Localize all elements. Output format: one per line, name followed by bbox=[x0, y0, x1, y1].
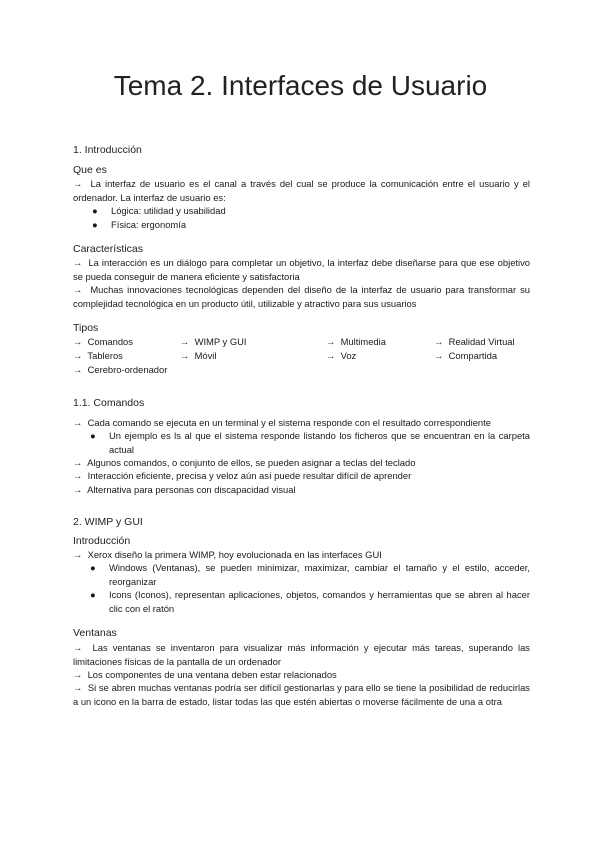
comandos-item-3: → Interacción eficiente, precisa y veloz aún así puede resultar difícil de aprender bbox=[73, 470, 412, 481]
arrow-icon: → bbox=[326, 336, 336, 347]
arrow-icon: → bbox=[73, 350, 83, 361]
arrow-icon: → bbox=[73, 178, 83, 189]
comandos-item-1: → Cada comando se ejecuta en un terminal y el sistema responde con el resultado correspondiente bbox=[73, 417, 491, 428]
arrow-icon: → bbox=[326, 350, 336, 361]
subheading-introduccion: Introducción bbox=[73, 535, 131, 547]
comandos-item-4: → Alternativa para personas con discapacidad visual bbox=[73, 484, 296, 495]
bullet-icon: ● bbox=[92, 205, 98, 216]
section-heading-introduccion: 1. Introducción bbox=[73, 144, 142, 156]
paragraph-caracteristicas-1: → La interacción es un diálogo para completar un objetivo, la interfaz debe diseñarse para que ese objetivo se pueda conseguir de manera eficiente y satisfactoria bbox=[73, 257, 530, 282]
arrow-icon: → bbox=[73, 336, 83, 347]
subheading-que-es: Que es bbox=[73, 164, 107, 176]
wimp-intro-item: → Xerox diseño la primera WIMP, hoy evolucionada en las interfaces GUI bbox=[73, 549, 382, 560]
tipo-compartida: → Compartida bbox=[434, 350, 498, 361]
paragraph-caracteristicas-2: → Muchas innovaciones tecnológicas dependen del diseño de la interfaz de usuario para transformar su complejidad tecnológica en un producto útil, utilizable y atractivo para sus usuarios bbox=[73, 284, 530, 309]
arrow-icon: → bbox=[73, 484, 83, 495]
arrow-icon: → bbox=[73, 417, 83, 428]
tipo-multimedia: → Multimedia bbox=[326, 336, 386, 347]
document-title: Tema 2. Interfaces de Usuario bbox=[113, 70, 488, 101]
subheading-caracteristicas: Características bbox=[73, 243, 144, 255]
arrow-icon: → bbox=[73, 470, 83, 481]
arrow-icon: → bbox=[73, 682, 83, 693]
arrow-icon: → bbox=[180, 336, 190, 347]
arrow-icon: → bbox=[73, 257, 83, 268]
bullet-icon: ● bbox=[90, 562, 96, 573]
tipo-cerebro-ordenador: → Cerebro-ordenador bbox=[73, 364, 168, 375]
ventanas-item-3: → Si se abren muchas ventanas podría ser difícil gestionarlas y para ello se tiene la posibilidad de reducirlas a un icono en la barra de estado, listar todas las que estén abiertas o moverse fácilmente de una a otra bbox=[73, 682, 530, 707]
arrow-icon: → bbox=[434, 350, 444, 361]
tipo-movil: → Móvil bbox=[180, 350, 217, 361]
bullet-windows: ● Windows (Ventanas), se pueden minimizar, maximizar, cambiar el tamaño y el estilo, acceder, reorganizar bbox=[90, 562, 530, 587]
comandos-item-2: → Algunos comandos, o conjunto de ellos, se pueden asignar a teclas del teclado bbox=[73, 457, 416, 468]
subheading-ventanas: Ventanas bbox=[73, 627, 117, 639]
arrow-icon: → bbox=[73, 284, 83, 295]
tipo-realidad-virtual: → Realidad Virtual bbox=[434, 336, 515, 347]
ventanas-item-2: → Los componentes de una ventana deben estar relacionados bbox=[73, 669, 337, 680]
bullet-logica: ● Lógica: utilidad y usabilidad bbox=[92, 205, 226, 216]
bullet-fisica: ● Física: ergonomía bbox=[92, 219, 187, 230]
bullet-icon: ● bbox=[90, 589, 96, 600]
bullet-icons: ● Icons (Iconos), representan aplicaciones, objetos, comandos y herramientas que se abren al hacer clic con el ratón bbox=[90, 589, 530, 614]
section-heading-wimp: 2. WIMP y GUI bbox=[73, 516, 143, 528]
arrow-icon: → bbox=[180, 350, 190, 361]
tipo-comandos: → Comandos bbox=[73, 336, 133, 347]
bullet-ejemplo-ls: ● Un ejemplo es ls al que el sistema responde listando los ficheros que se encuentran en la carpeta actual bbox=[90, 430, 530, 455]
arrow-icon: → bbox=[73, 642, 83, 653]
arrow-icon: → bbox=[73, 364, 83, 375]
tipo-tableros: → Tableros bbox=[73, 350, 123, 361]
arrow-icon: → bbox=[73, 549, 83, 560]
ventanas-item-1: → Las ventanas se inventaron para visualizar más información y ejecutar más tareas, superando las limitaciones físicas de la pantalla de un ordenador bbox=[73, 642, 530, 667]
section-heading-comandos: 1.1. Comandos bbox=[73, 397, 145, 409]
arrow-icon: → bbox=[434, 336, 444, 347]
arrow-icon: → bbox=[73, 669, 83, 680]
bullet-icon: ● bbox=[90, 430, 96, 441]
bullet-icon: ● bbox=[92, 219, 98, 230]
tipo-wimp: → WIMP y GUI bbox=[180, 336, 247, 347]
tipo-voz: → Voz bbox=[326, 350, 357, 361]
subheading-tipos: Tipos bbox=[73, 322, 99, 334]
paragraph-que-es: → La interfaz de usuario es el canal a través del cual se produce la comunicación entre el usuario y el ordenador. La interfaz de usuario es: bbox=[73, 178, 530, 203]
arrow-icon: → bbox=[73, 457, 83, 468]
